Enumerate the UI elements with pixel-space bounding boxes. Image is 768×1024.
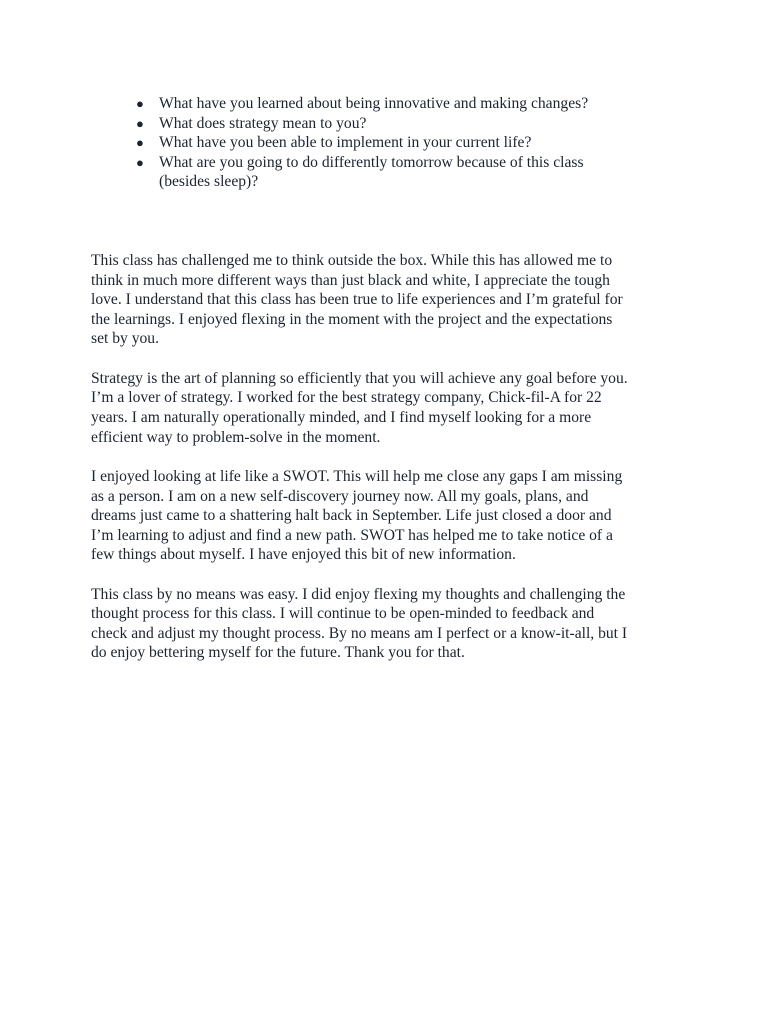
text-line: I enjoyed looking at life like a SWOT. This will help me close any gaps I am missing	[91, 467, 623, 485]
bullet-icon: ●	[136, 96, 144, 111]
text-line: few things about myself. I have enjoyed this bit of new information.	[91, 546, 516, 564]
text-line: as a person. I am on a new self-discovery journey now. All my goals, plans, and	[91, 487, 589, 505]
text-line: Strategy is the art of planning so efficiently that you will achieve any goal before you.	[91, 369, 628, 387]
text-line: think in much more different ways than just black and white, I appreciate the tough	[91, 271, 610, 289]
bullet-icon: ●	[136, 135, 144, 151]
paragraph-closing	[91, 585, 691, 663]
text-line: do enjoy bettering myself for the future. Thank you for that.	[91, 644, 465, 662]
question-text: What are you going to do differently tomorrow because of this class	[159, 153, 584, 171]
text-line: I’m a lover of strategy. I worked for the best strategy company, Chick-fil-A for 22	[91, 389, 602, 407]
paragraph-swot	[91, 467, 691, 565]
text-line: This class by no means was easy. I did enjoy flexing my thoughts and challenging the	[91, 585, 626, 603]
question-text: What does strategy mean to you?	[159, 114, 367, 132]
text-line: thought process for this class. I will continue to be open-minded to feedback and	[91, 605, 595, 623]
paragraph-class-challenge	[91, 251, 691, 349]
text-line: years. I am naturally operationally minded, and I find myself looking for a more	[91, 408, 592, 426]
bullet-icon: ●	[136, 154, 144, 170]
question-item	[136, 153, 659, 192]
question-text: What have you been able to implement in your current life?	[159, 134, 532, 152]
question-text-continued: (besides sleep)?	[159, 173, 259, 191]
paragraph-strategy	[91, 369, 691, 447]
text-line: dreams just came to a shattering halt back in September. Life just closed a door and	[91, 507, 612, 525]
text-line: I’m learning to adjust and find a new path. SWOT has helped me to take notice of a	[91, 526, 613, 544]
text-line: check and adjust my thought process. By no means am I perfect or a know-it-all, but I	[91, 624, 628, 642]
question-text: What have you learned about being innovative and making changes?	[159, 95, 589, 112]
text-line: set by you.	[91, 330, 160, 348]
text-line: the learnings. I enjoyed flexing in the moment with the project and the expectations	[91, 310, 613, 328]
question-item	[136, 94, 659, 114]
question-list	[136, 94, 659, 192]
question-item	[136, 114, 659, 134]
response-body	[91, 251, 691, 683]
text-line: love. I understand that this class has been true to life experiences and I’m grateful for	[91, 291, 623, 309]
text-line: This class has challenged me to think outside the box. While this has allowed me to	[91, 252, 613, 269]
bullet-icon: ●	[136, 115, 144, 131]
question-item	[136, 133, 659, 153]
text-line: efficient way to problem-solve in the moment.	[91, 428, 381, 446]
